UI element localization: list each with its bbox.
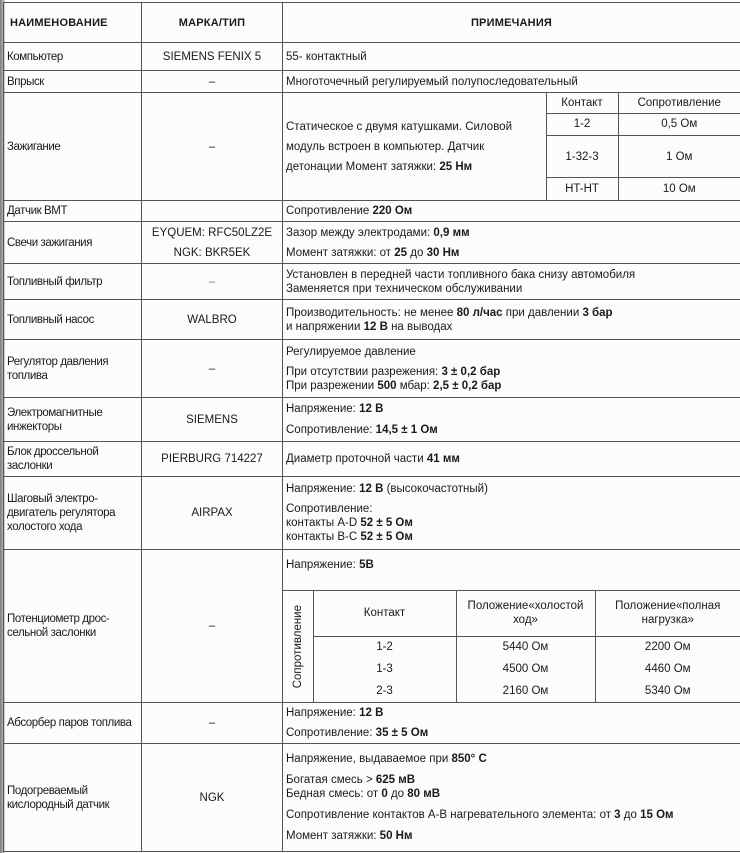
note-bmt: Сопротивление 220 Ом: [283, 201, 740, 222]
pot-full-3: 5340 Ом: [595, 680, 740, 702]
brand-stepper: AIRPAX: [142, 477, 283, 550]
row-oxygen: [4, 744, 740, 852]
brand-throttle: PIERBURG 714227: [142, 442, 283, 477]
row-injection: [4, 71, 740, 93]
ignition-note-1: Статическое с двумя катушками.: [286, 120, 463, 133]
ignition-note-3: Датчик детонации: [286, 140, 485, 173]
pot-h-full: Положение«полная нагрузка»: [595, 590, 740, 636]
brand-fuel-pump: WALBRO: [142, 300, 283, 340]
pot-contact-3: 2-3: [313, 680, 456, 702]
pot-idle-1: 5440 Ом: [456, 636, 595, 658]
note-injectors: Напряжение: 12 В Сопротивление: 14,5 ± 1 Ом: [283, 398, 740, 442]
name-fuel-pump: Топливный насос: [4, 300, 142, 340]
name-computer: Компьютер: [4, 43, 142, 71]
row-ignition: [4, 93, 740, 201]
brand-oxygen: NGK: [142, 744, 283, 852]
note-absorber: Напряжение: 12 В Сопротивление: 35 ± 5 Ом: [283, 703, 740, 744]
brand-computer: SIEMENS FENIX 5: [142, 43, 283, 71]
note-stepper: Напряжение: 12 В (высокочастотный) Сопротивление: контакты A-D 52 ± 5 Ом контакты B-C 52 ± 5 Ом: [283, 477, 740, 550]
header-brand: МАРКА/ТИП: [142, 3, 283, 43]
brand-injectors: SIEMENS: [142, 398, 283, 442]
pot-h-idle: Положение«холостой ход»: [456, 590, 595, 636]
row-absorber: [4, 703, 740, 744]
brand-absorber: –: [142, 703, 283, 744]
note-computer: 55- контактный: [283, 43, 740, 71]
name-stepper: Шаговый электро- двигатель регулятора холостого хода: [4, 477, 142, 550]
specification-table: [3, 2, 740, 852]
row-injectors: [4, 398, 740, 442]
row-throttle: [4, 442, 740, 477]
note-oxygen: Напряжение, выдаваемое при 850° C Богатая смесь > 625 мВ Бедная смесь: от 0 до 80 мВ Сопротивление контактов A-B нагревательного элемента: от 3 до 15 Ом Момент затяжки: 50 Нм: [283, 744, 740, 852]
ignition-torque: 25 Нм: [439, 160, 473, 173]
name-bmt: Датчик ВМТ: [4, 201, 142, 222]
ign-value-2: 1 Ом: [618, 135, 740, 177]
name-regulator: Регулятор давления топлива: [4, 340, 142, 398]
brand-injection: –: [142, 71, 283, 93]
pot-vertical-label: Сопротивление: [283, 590, 313, 702]
ign-value-3: 10 Ом: [618, 178, 740, 200]
brand-regulator: –: [142, 340, 283, 398]
pot-idle-2: 4500 Ом: [456, 658, 595, 680]
brand-potentiometer: –: [142, 550, 283, 703]
pot-voltage: Напряжение: 5В: [283, 550, 740, 590]
note-ignition: [283, 93, 740, 201]
name-potentiometer: Потенциометр дрос- сельной заслонки: [4, 550, 142, 703]
brand-ignition: –: [142, 93, 283, 201]
name-spark: Свечи зажигания: [4, 222, 142, 264]
row-fuel-filter: [4, 264, 740, 300]
name-fuel-filter: Топливный фильтр: [4, 264, 142, 300]
ign-contact-2: 1-32-3: [546, 135, 618, 177]
note-spark: Зазор между электродами: 0,9 мм Момент затяжки: от 25 до 30 Нм: [283, 222, 740, 264]
note-potentiometer: [283, 550, 740, 703]
pot-contact-1: 1-2: [313, 636, 456, 658]
header-row: [4, 3, 740, 43]
note-injection: Многоточечный регулируемый полупоследовательный: [283, 71, 740, 93]
row-computer: [4, 43, 740, 71]
name-ignition: Зажигание: [4, 93, 142, 201]
ign-contact-3: HT-HT: [546, 178, 618, 200]
header-notes: ПРИМЕЧАНИЯ: [283, 3, 740, 43]
pot-h-contact: Контакт: [313, 590, 456, 636]
ign-header-contact: Контакт: [546, 93, 618, 113]
name-injection: Впрыск: [4, 71, 142, 93]
note-regulator: Регулируемое давление При отсутствии разрежения: 3 ± 0,2 бар При разрежении 500 мбар: 2,5 ± 0,2 бар: [283, 340, 740, 398]
pot-contact-2: 1-3: [313, 658, 456, 680]
pot-full-1: 2200 Ом: [595, 636, 740, 658]
row-regulator: [4, 340, 740, 398]
note-throttle: Диаметр проточной части 41 мм: [283, 442, 740, 477]
name-oxygen: Подогреваемый кислородный датчик: [4, 744, 142, 852]
row-bmt: [4, 201, 740, 222]
brand-bmt: [142, 201, 283, 222]
pot-idle-3: 2160 Ом: [456, 680, 595, 702]
brand-spark: EYQUEM: RFC50LZ2E NGK: BKR5EK: [142, 222, 283, 264]
note-fuel-pump: Производительность: не менее 80 л/час при давлении 3 бар и напряжении 12 В на выводах: [283, 300, 740, 340]
row-potentiometer: [4, 550, 740, 703]
row-spark: [4, 222, 740, 264]
name-absorber: Абсорбер паров топлива: [4, 703, 142, 744]
name-throttle: Блок дроссельной заслонки: [4, 442, 142, 477]
ign-header-resistance: Сопротивление: [618, 93, 740, 113]
row-stepper: [4, 477, 740, 550]
header-name: НАИМЕНОВАНИЕ: [4, 3, 142, 43]
name-injectors: Электромагнитные инжекторы: [4, 398, 142, 442]
pot-full-2: 4460 Ом: [595, 658, 740, 680]
ignition-note-2: Силовой модуль встроен в компьютер.: [286, 120, 512, 153]
row-fuel-pump: [4, 300, 740, 340]
ign-value-1: 0,5 Ом: [618, 113, 740, 135]
ignition-note-4: Момент затяжки: 25 Нм: [345, 160, 473, 173]
brand-fuel-filter: –: [142, 264, 283, 300]
note-fuel-filter: Установлен в передней части топливного бака снизу автомобиля Заменяется при техническом обслуживании: [283, 264, 740, 300]
ign-contact-1: 1-2: [546, 113, 618, 135]
